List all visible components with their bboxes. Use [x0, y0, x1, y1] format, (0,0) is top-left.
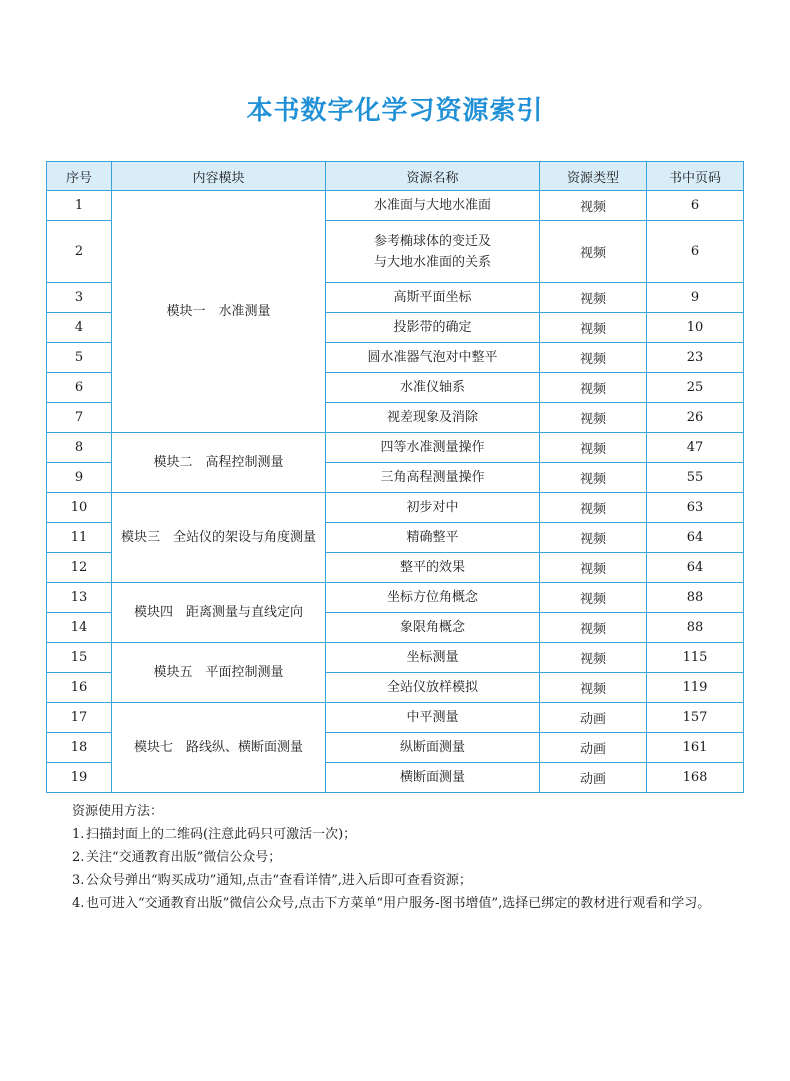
usage-item-number: 1. — [72, 827, 85, 842]
resource-type: 视频 — [540, 613, 647, 643]
usage-item — [72, 846, 752, 869]
resource-type: 视频 — [540, 523, 647, 553]
table-row — [47, 191, 744, 221]
resource-name — [326, 221, 540, 283]
table-row — [47, 493, 744, 523]
module-cell: 模块五 平面控制测量 — [112, 643, 326, 703]
row-no: 1 — [47, 191, 112, 221]
usage-item-text: 关注“交通教育出版”微信公众号； — [86, 850, 282, 865]
resource-name: 精确整平 — [326, 523, 540, 553]
row-no: 4 — [47, 313, 112, 343]
row-no: 12 — [47, 553, 112, 583]
resource-name: 初步对中 — [326, 493, 540, 523]
resource-name: 坐标方位角概念 — [326, 583, 540, 613]
resource-type: 视频 — [540, 313, 647, 343]
page-number: 157 — [647, 703, 744, 733]
page-number: 168 — [647, 763, 744, 793]
resource-name: 圆水准器气泡对中整平 — [326, 343, 540, 373]
page-title: 本书数字化学习资源索引 — [246, 96, 544, 126]
page-number: 115 — [647, 643, 744, 673]
resource-type: 视频 — [540, 343, 647, 373]
page-number: 88 — [647, 613, 744, 643]
page-number: 47 — [647, 433, 744, 463]
row-no: 3 — [47, 283, 112, 313]
table-header-row — [47, 162, 744, 191]
page-number: 88 — [647, 583, 744, 613]
row-no: 16 — [47, 673, 112, 703]
header-resource-name: 资源名称 — [326, 162, 540, 191]
usage-item — [72, 869, 752, 892]
resource-type: 视频 — [540, 403, 647, 433]
page-number: 26 — [647, 403, 744, 433]
table-row — [47, 583, 744, 613]
resource-name: 三角高程测量操作 — [326, 463, 540, 493]
page-number: 25 — [647, 373, 744, 403]
resource-type: 视频 — [540, 373, 647, 403]
resource-name: 投影带的确定 — [326, 313, 540, 343]
usage-item-text: 公众号弹出“购买成功”通知,点击“查看详情”,进入后即可查看资源； — [86, 873, 472, 888]
page-number: 23 — [647, 343, 744, 373]
row-no: 7 — [47, 403, 112, 433]
row-no: 19 — [47, 763, 112, 793]
module-cell: 模块四 距离测量与直线定向 — [112, 583, 326, 643]
page-number: 55 — [647, 463, 744, 493]
page-number: 63 — [647, 493, 744, 523]
page-number: 10 — [647, 313, 744, 343]
row-no: 8 — [47, 433, 112, 463]
row-no: 2 — [47, 221, 112, 283]
resource-name: 高斯平面坐标 — [326, 283, 540, 313]
resource-type: 动画 — [540, 763, 647, 793]
usage-item-number: 3. — [72, 873, 85, 888]
row-no: 5 — [47, 343, 112, 373]
resource-index-table — [46, 161, 744, 793]
resource-name: 横断面测量 — [326, 763, 540, 793]
module-cell: 模块一 水准测量 — [112, 191, 326, 433]
row-no: 18 — [47, 733, 112, 763]
resource-name: 四等水准测量操作 — [326, 433, 540, 463]
page-number: 119 — [647, 673, 744, 703]
resource-name: 象限角概念 — [326, 613, 540, 643]
row-no: 13 — [47, 583, 112, 613]
resource-type: 视频 — [540, 643, 647, 673]
resource-name: 整平的效果 — [326, 553, 540, 583]
row-no: 6 — [47, 373, 112, 403]
resource-type: 视频 — [540, 463, 647, 493]
resource-type: 视频 — [540, 673, 647, 703]
header-module: 内容模块 — [112, 162, 326, 191]
resource-name: 全站仪放样模拟 — [326, 673, 540, 703]
resource-name: 水准仪轴系 — [326, 373, 540, 403]
table-row — [47, 703, 744, 733]
usage-instructions — [72, 800, 752, 915]
row-no: 9 — [47, 463, 112, 493]
page-number: 9 — [647, 283, 744, 313]
module-cell: 模块三 全站仪的架设与角度测量 — [112, 493, 326, 583]
resource-name-line: 与大地水准面的关系 — [373, 254, 491, 270]
resource-type: 视频 — [540, 221, 647, 283]
page-number: 64 — [647, 553, 744, 583]
usage-title: 资源使用方法： — [72, 804, 164, 819]
page-number: 6 — [647, 191, 744, 221]
row-no: 10 — [47, 493, 112, 523]
resource-type: 视频 — [540, 553, 647, 583]
header-no: 序号 — [47, 162, 112, 191]
page-number: 161 — [647, 733, 744, 763]
resource-type: 动画 — [540, 733, 647, 763]
resource-type: 视频 — [540, 283, 647, 313]
row-no: 11 — [47, 523, 112, 553]
table-row — [47, 433, 744, 463]
resource-name: 水准面与大地水准面 — [326, 191, 540, 221]
module-cell: 模块七 路线纵、横断面测量 — [112, 703, 326, 793]
usage-list — [72, 823, 752, 915]
resource-name: 视差现象及消除 — [326, 403, 540, 433]
row-no: 14 — [47, 613, 112, 643]
table-row — [47, 643, 744, 673]
module-cell: 模块二 高程控制测量 — [112, 433, 326, 493]
resource-type: 视频 — [540, 433, 647, 463]
usage-item-text: 也可进入“交通教育出版”微信公众号,点击下方菜单“用户服务-图书增值”,选择已绑定的教材进行观看和学习。 — [86, 896, 711, 911]
usage-item-number: 4. — [72, 896, 85, 911]
usage-item-number: 2. — [72, 850, 85, 865]
resource-name: 纵断面测量 — [326, 733, 540, 763]
usage-item — [72, 823, 752, 846]
row-no: 15 — [47, 643, 112, 673]
header-resource-type: 资源类型 — [540, 162, 647, 191]
resource-name-line: 参考椭球体的变迁及 — [373, 233, 491, 249]
resource-type: 视频 — [540, 191, 647, 221]
header-page: 书中页码 — [647, 162, 744, 191]
row-no: 17 — [47, 703, 112, 733]
page-number: 64 — [647, 523, 744, 553]
resource-type: 视频 — [540, 583, 647, 613]
usage-item-text: 扫描封面上的二维码(注意此码只可激活一次)； — [86, 827, 357, 842]
resource-type: 动画 — [540, 703, 647, 733]
resource-name: 坐标测量 — [326, 643, 540, 673]
resource-name: 中平测量 — [326, 703, 540, 733]
usage-item — [72, 892, 752, 915]
page-number: 6 — [647, 221, 744, 283]
resource-type: 视频 — [540, 493, 647, 523]
